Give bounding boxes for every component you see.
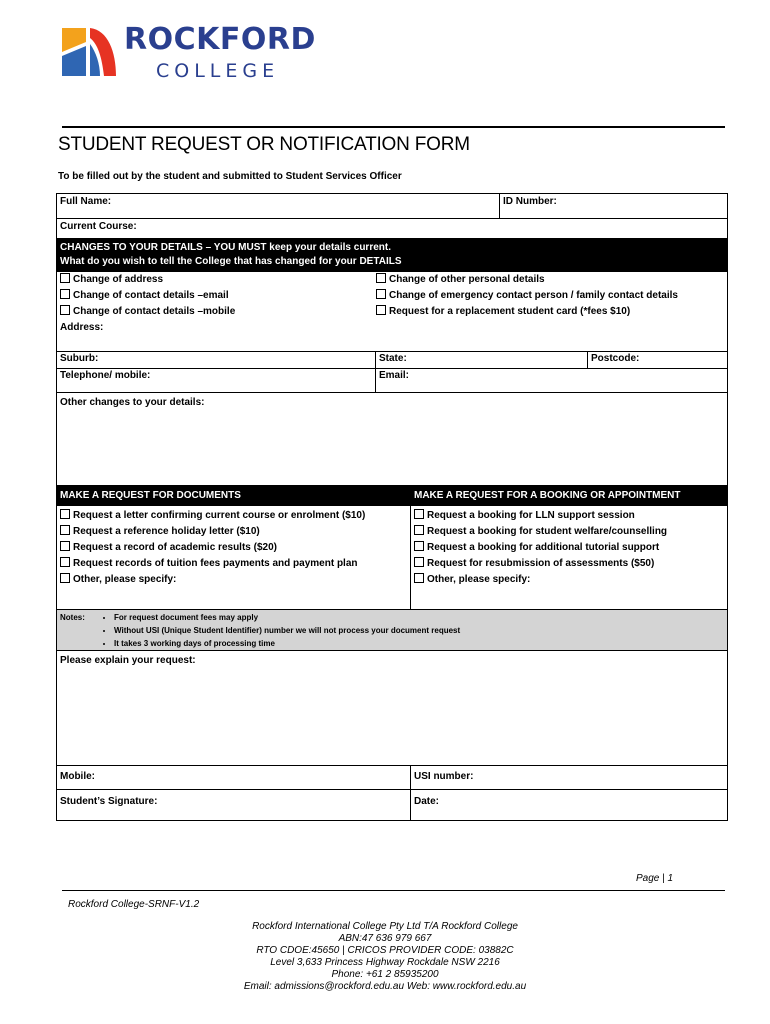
checkbox[interactable] — [414, 573, 424, 583]
page-title: STUDENT REQUEST OR NOTIFICATION FORM — [58, 134, 470, 155]
checkbox[interactable] — [376, 289, 386, 299]
email-field[interactable]: Email: — [375, 369, 727, 392]
college-logo — [60, 22, 320, 84]
doc-other-option[interactable]: Other, please specify: — [60, 572, 407, 588]
notes-label: Notes: — [60, 613, 85, 622]
telephone-field[interactable]: Telephone/ mobile: — [60, 370, 151, 381]
footer-line: Rockford International College Pty Ltd T/A Rockford College — [252, 921, 518, 932]
explain-row — [57, 651, 727, 766]
change-email-option[interactable]: Change of contact details –email — [60, 288, 376, 304]
change-address-option[interactable]: Change of address — [60, 272, 376, 288]
booking-resubmission-option[interactable]: Request for resubmission of assessments ($50) — [414, 556, 724, 572]
bookings-header: MAKE A REQUEST FOR A BOOKING OR APPOINTMENT — [411, 486, 727, 506]
checkbox[interactable] — [414, 509, 424, 519]
changes-header-line1: CHANGES TO YOUR DETAILS – YOU MUST keep your details current. — [60, 242, 391, 253]
postcode-field[interactable]: Postcode: — [587, 352, 727, 368]
doc-results-option[interactable]: Request a record of academic results ($20) — [60, 540, 407, 556]
checkbox[interactable] — [376, 273, 386, 283]
footer-line: Level 3,633 Princess Highway Rockdale NSW 2216 — [270, 957, 500, 968]
signature-field[interactable]: Student’s Signature: — [60, 796, 158, 807]
mobile-usi-row — [57, 766, 727, 790]
request-form — [56, 193, 728, 821]
footer-line: ABN:47 636 979 667 — [338, 933, 432, 944]
other-changes-field[interactable]: Other changes to your details: — [60, 397, 205, 408]
brand-name: ROCKFORD — [124, 22, 316, 57]
changes-header-line2: What do you wish to tell the College that has changed for your DETAILS — [60, 256, 402, 267]
note-item: • It takes 3 working days of processing time — [114, 637, 724, 650]
booking-lln-option[interactable]: Request a booking for LLN support session — [414, 508, 724, 524]
changes-left-col — [60, 272, 376, 320]
course-row — [57, 219, 727, 239]
id-number-field[interactable]: ID Number: — [499, 194, 727, 218]
documents-header: MAKE A REQUEST FOR DOCUMENTS — [57, 486, 410, 506]
replacement-card-option[interactable]: Request for a replacement student card (*fees $10) — [376, 304, 724, 320]
checkbox[interactable] — [60, 289, 70, 299]
footer-line: RTO CDOE:45650 | CRICOS PROVIDER CODE: 03882C — [256, 945, 514, 956]
address-field[interactable]: Address: — [60, 322, 104, 333]
checkbox[interactable] — [60, 557, 70, 567]
brand-sub: COLLEGE — [156, 60, 280, 82]
bookings-col — [410, 486, 727, 609]
checkbox[interactable] — [60, 273, 70, 283]
checkbox[interactable] — [60, 541, 70, 551]
doc-fees-option[interactable]: Request records of tuition fees payments and payment plan — [60, 556, 407, 572]
suburb-row — [57, 352, 727, 369]
changes-right-col — [376, 272, 724, 320]
footer-address — [220, 921, 550, 993]
notes-row — [57, 610, 727, 651]
full-name-field[interactable]: Full Name: — [60, 196, 112, 207]
requests-row — [57, 486, 727, 610]
booking-welfare-option[interactable]: Request a booking for student welfare/counselling — [414, 524, 724, 540]
other-changes-row — [57, 393, 727, 486]
checkbox[interactable] — [60, 525, 70, 535]
checkbox[interactable] — [414, 541, 424, 551]
booking-tutorial-option[interactable]: Request a booking for additional tutorial support — [414, 540, 724, 556]
checkbox[interactable] — [60, 573, 70, 583]
current-course-field[interactable]: Current Course: — [60, 221, 137, 232]
change-mobile-option[interactable]: Change of contact details –mobile — [60, 304, 376, 320]
suburb-field[interactable]: Suburb: — [60, 353, 99, 364]
checkbox[interactable] — [60, 305, 70, 315]
checkbox[interactable] — [414, 525, 424, 535]
changes-block — [57, 272, 727, 352]
checkbox[interactable] — [376, 305, 386, 315]
page-number: Page | 1 — [636, 873, 674, 884]
usi-number-field[interactable]: USI number: — [410, 766, 727, 789]
documents-col — [57, 486, 410, 609]
changes-options — [57, 272, 727, 320]
signature-row — [57, 790, 727, 820]
explain-request-field[interactable]: Please explain your request: — [60, 655, 196, 666]
name-row — [57, 194, 727, 219]
booking-other-option[interactable]: Other, please specify: — [414, 572, 724, 588]
doc-letter-option[interactable]: Request a letter confirming current course or enrolment ($10) — [60, 508, 407, 524]
footer-line: Phone: +61 2 85935200 — [331, 969, 439, 980]
change-emergency-option[interactable]: Change of emergency contact person / family contact details — [376, 288, 724, 304]
mobile-field[interactable]: Mobile: — [60, 771, 95, 782]
note-item: • Without USI (Unique Student Identifier) number we will not process your document request — [114, 624, 724, 637]
header-divider — [62, 126, 725, 128]
footer-divider — [62, 890, 725, 891]
state-field[interactable]: State: — [375, 352, 587, 368]
checkbox[interactable] — [60, 509, 70, 519]
notes-list — [100, 611, 724, 650]
checkbox[interactable] — [414, 557, 424, 567]
doc-holiday-option[interactable]: Request a reference holiday letter ($10) — [60, 524, 407, 540]
changes-header — [57, 239, 727, 272]
footer-line: Email: admissions@rockford.edu.au Web: www.rockford.edu.au — [243, 981, 527, 992]
change-personal-option[interactable]: Change of other personal details — [376, 272, 724, 288]
note-item: • For request document fees may apply — [114, 611, 724, 624]
contact-row — [57, 369, 727, 393]
form-instructions: To be filled out by the student and submitted to Student Services Officer — [58, 171, 402, 182]
logo-mark-icon — [60, 22, 122, 84]
form-reference: Rockford College-SRNF-V1.2 — [68, 899, 200, 910]
date-field[interactable]: Date: — [410, 790, 727, 820]
